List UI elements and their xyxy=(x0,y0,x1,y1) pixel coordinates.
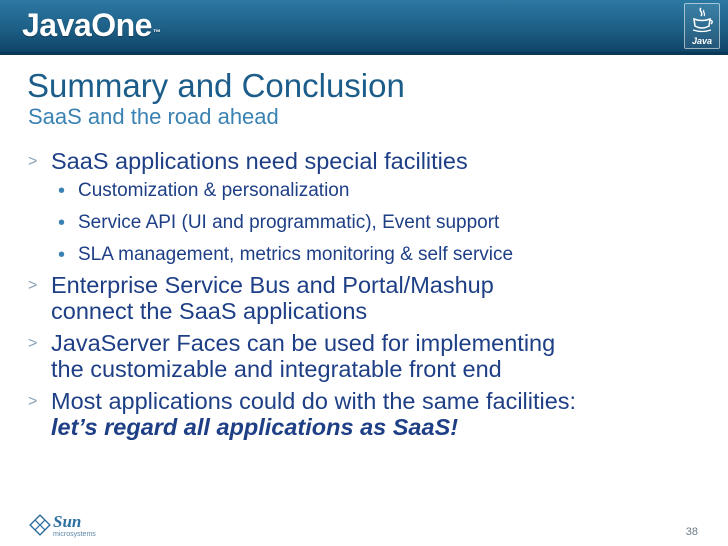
bullet-text: SaaS applications need special facilities xyxy=(51,148,468,174)
emphasis-text: let’s regard all applications as SaaS! xyxy=(51,414,459,440)
bullet-text: JavaServer Faces can be used for implementing xyxy=(51,330,556,356)
chevron-right-icon: > xyxy=(28,277,38,294)
bullet-text: connect the SaaS applications xyxy=(51,298,368,324)
header-band xyxy=(0,0,728,55)
sun-diamond-icon xyxy=(29,514,51,536)
sun-subtext: microsystems xyxy=(53,531,96,538)
bullet-text: Enterprise Service Bus and Portal/Mashup xyxy=(51,272,494,298)
bullet-item xyxy=(25,148,715,266)
sub-bullet-item xyxy=(51,244,715,266)
sub-bullet-list xyxy=(51,180,715,266)
chevron-right-icon: > xyxy=(28,393,38,410)
sub-bullet-item xyxy=(51,212,715,234)
java-coffee-cup-icon xyxy=(684,3,720,49)
sun-wordmark: Sun xyxy=(53,512,82,531)
sub-bullet-text: SLA management, metrics monitoring & self service xyxy=(78,244,514,265)
chevron-right-icon: > xyxy=(28,335,38,352)
page-number: 38 xyxy=(685,526,698,538)
slide-subtitle: SaaS and the road ahead xyxy=(28,104,279,129)
bullet-text: the customizable and integratable front end xyxy=(51,356,502,382)
bullet-dot-icon: • xyxy=(58,180,66,202)
javaone-logo: JavaOne™ xyxy=(22,7,161,43)
bullet-item xyxy=(25,388,715,440)
bullet-item xyxy=(25,330,715,382)
sub-bullet-text: Service API (UI and programmatic), Event support xyxy=(78,212,500,233)
java-mark-label: Java xyxy=(691,36,713,46)
sub-bullet-text: Customization & personalization xyxy=(78,180,350,201)
bullet-dot-icon: • xyxy=(58,212,66,234)
bullet-dot-icon: • xyxy=(58,244,66,266)
slide-title: Summary and Conclusion xyxy=(27,67,405,104)
bullet-text: Most applications could do with the same facilities: xyxy=(51,388,577,414)
bullet-item xyxy=(25,272,715,324)
sub-bullet-item xyxy=(51,180,715,202)
chevron-right-icon: > xyxy=(28,153,38,170)
bullet-list xyxy=(25,148,715,446)
sun-microsystems-logo xyxy=(29,512,99,542)
